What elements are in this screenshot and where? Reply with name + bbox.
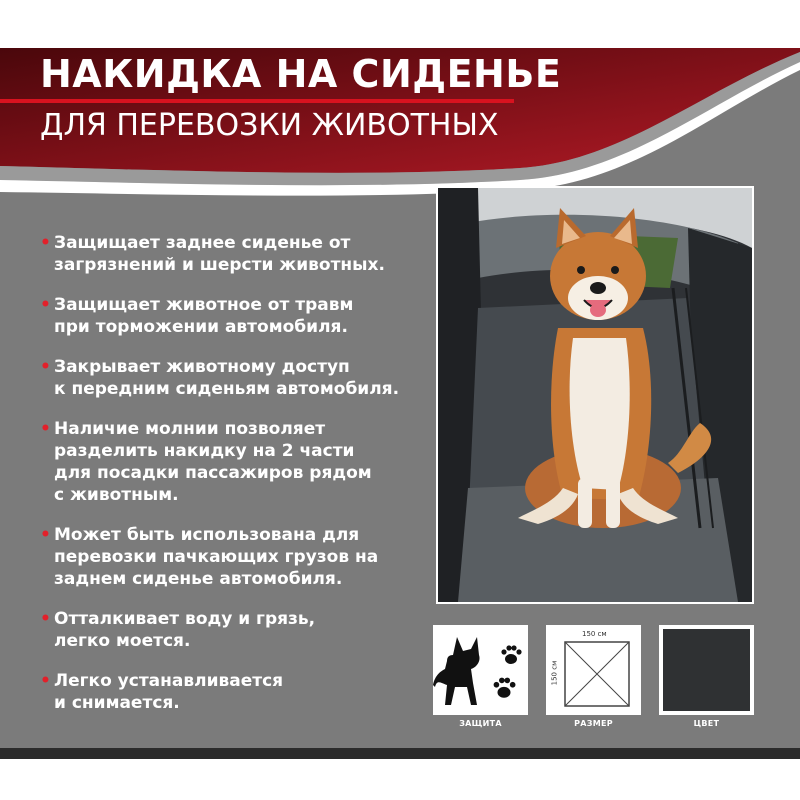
feature-item-protects-seat: • Защищает заднее сиденье от загрязнений и шерсти животных. xyxy=(40,232,430,276)
size-label: РАЗМЕР xyxy=(574,719,613,728)
color-label: ЦВЕТ xyxy=(693,719,720,728)
dog-on-seat-cover-illustration xyxy=(438,188,752,602)
size-height-label: 150 см xyxy=(550,660,559,686)
title-underline xyxy=(0,99,514,103)
feature-item-protects-animal: • Защищает животное от травм при торможении автомобиля. xyxy=(40,294,430,338)
square-dimension-icon xyxy=(564,641,630,707)
product-photo xyxy=(436,186,754,604)
color-swatch xyxy=(663,629,750,711)
feature-item-cargo-use: • Может быть использована для перевозки пачкающих грузов на заднем сиденье автомобиля. xyxy=(40,524,430,590)
color-icon-box xyxy=(659,625,754,715)
dog-silhouette-icon xyxy=(433,625,528,715)
feature-item-water-repellent: • Отталкивает воду и грязь, легко моется. xyxy=(40,608,430,652)
paw-print-icon xyxy=(491,675,517,701)
title: НАКИДКА НА СИДЕНЬЕ xyxy=(40,52,562,96)
protection-label: ЗАЩИТА xyxy=(459,719,502,728)
subtitle: ДЛЯ ПЕРЕВОЗКИ ЖИВОТНЫХ xyxy=(40,108,499,143)
footer-bar xyxy=(0,748,800,759)
size-icon-box xyxy=(546,625,641,715)
feature-item-zipper: • Наличие молнии позволяет разделить накидку на 2 части для посадки пассажиров рядом с животным. xyxy=(40,418,430,506)
size-width-label: 150 см xyxy=(582,630,607,638)
feature-item-easy-install: • Легко устанавливается и снимается. xyxy=(40,670,430,714)
protection-icon-box xyxy=(433,625,528,715)
feature-list xyxy=(40,232,430,732)
feature-item-blocks-front-access: • Закрывает животному доступ к передним сиденьям автомобиля. xyxy=(40,356,430,400)
paw-print-icon xyxy=(499,643,523,667)
